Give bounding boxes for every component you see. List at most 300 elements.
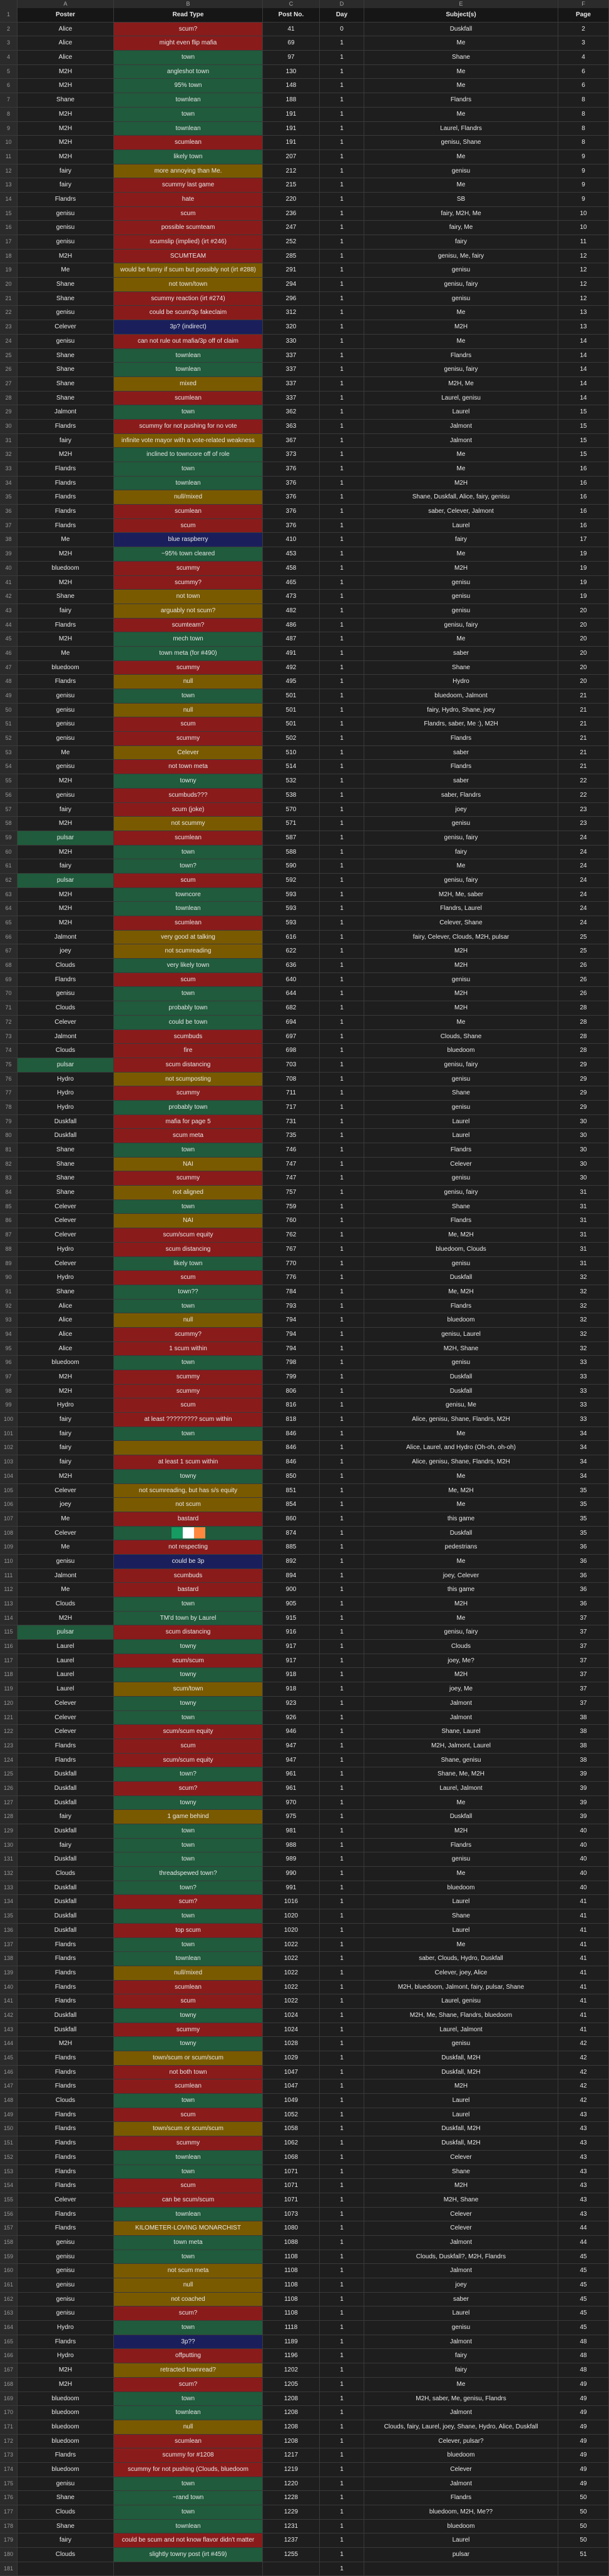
cell-page[interactable]: 45 xyxy=(558,2250,609,2264)
cell-read-type[interactable]: at least 1 scum within xyxy=(114,1455,263,1469)
cell-post-no[interactable]: 1208 xyxy=(263,2435,320,2448)
cell-day[interactable]: 1 xyxy=(320,2094,364,2108)
cell-read-type[interactable]: could be scum and not know flavor didn't matter xyxy=(114,2533,263,2547)
cell-post-no[interactable]: 373 xyxy=(263,448,320,462)
cell-subjects[interactable]: Clouds, Duskfall?, M2H, Flandrs xyxy=(364,2250,558,2264)
row-number[interactable]: 137 xyxy=(0,1938,18,1952)
cell-subjects[interactable]: Jalmont xyxy=(364,2264,558,2278)
cell-post-no[interactable]: 885 xyxy=(263,1540,320,1554)
cell-page[interactable]: 36 xyxy=(558,1555,609,1568)
row-number[interactable]: 181 xyxy=(0,2562,18,2576)
cell-subjects[interactable]: saber, Clouds, Hydro, Duskfall xyxy=(364,1952,558,1966)
row-number[interactable]: 17 xyxy=(0,235,18,249)
cell-read-type[interactable]: 3p?? xyxy=(114,2335,263,2349)
row-number[interactable]: 70 xyxy=(0,987,18,1001)
cell-page[interactable]: 37 xyxy=(558,1682,609,1696)
cell-day[interactable]: 1 xyxy=(320,1881,364,1895)
cell-post-no[interactable]: 501 xyxy=(263,689,320,703)
cell-day[interactable]: 1 xyxy=(320,51,364,64)
cell-day[interactable]: 1 xyxy=(320,207,364,221)
row-number[interactable]: 150 xyxy=(0,2122,18,2136)
row-number[interactable]: 90 xyxy=(0,1271,18,1285)
cell-day[interactable]: 1 xyxy=(320,377,364,391)
cell-poster[interactable]: Flandrs xyxy=(18,2066,114,2079)
row-number[interactable]: 94 xyxy=(0,1328,18,1341)
cell-poster[interactable]: fairy xyxy=(18,1810,114,1824)
cell-read-type[interactable]: town xyxy=(114,1938,263,1952)
cell-page[interactable]: 41 xyxy=(558,1924,609,1937)
cell-subjects[interactable]: joey, Me? xyxy=(364,1654,558,1668)
cell-post-no[interactable]: 1020 xyxy=(263,1924,320,1937)
cell-subjects[interactable]: Jalmont xyxy=(364,420,558,433)
cell-page[interactable]: 8 xyxy=(558,108,609,121)
cell-poster[interactable]: Clouds xyxy=(18,959,114,972)
cell-poster[interactable]: genisu xyxy=(18,306,114,320)
cell-page[interactable]: 41 xyxy=(558,2009,609,2023)
cell-post-no[interactable]: 1047 xyxy=(263,2079,320,2093)
cell-subjects[interactable]: pulsar xyxy=(364,2548,558,2562)
cell-day[interactable]: 1 xyxy=(320,803,364,817)
cell-subjects[interactable]: Me xyxy=(364,335,558,348)
cell-page[interactable]: 41 xyxy=(558,1994,609,2008)
cell-poster[interactable]: genisu xyxy=(18,704,114,717)
cell-day[interactable]: 1 xyxy=(320,1342,364,1356)
cell-poster[interactable]: Duskfall xyxy=(18,1782,114,1796)
cell-poster[interactable]: Jalmont xyxy=(18,1569,114,1583)
cell-day[interactable]: 1 xyxy=(320,477,364,490)
cell-poster[interactable]: fairy xyxy=(18,1441,114,1455)
row-number[interactable]: 73 xyxy=(0,1030,18,1044)
cell-read-type[interactable]: not coached xyxy=(114,2293,263,2306)
cell-poster[interactable]: Alice xyxy=(18,1328,114,1341)
row-number[interactable]: 151 xyxy=(0,2136,18,2150)
cell-poster[interactable]: Duskfall xyxy=(18,1895,114,1909)
cell-subjects[interactable]: Me xyxy=(364,1498,558,1512)
cell-subjects[interactable]: genisu, fairy xyxy=(364,1625,558,1639)
cell-subjects[interactable]: fairy xyxy=(364,2363,558,2377)
cell-subjects[interactable]: Clouds xyxy=(364,1640,558,1654)
cell-day[interactable]: 1 xyxy=(320,1569,364,1583)
cell-day[interactable]: 1 xyxy=(320,1512,364,1526)
cell-read-type[interactable]: bastard xyxy=(114,1583,263,1597)
row-number[interactable]: 107 xyxy=(0,1512,18,1526)
cell-read-type[interactable]: ~rand town xyxy=(114,2491,263,2505)
cell-poster[interactable]: genisu xyxy=(18,760,114,774)
row-number[interactable]: 164 xyxy=(0,2321,18,2335)
cell-subjects[interactable]: genisu xyxy=(364,1073,558,1086)
cell-day[interactable]: 1 xyxy=(320,2179,364,2193)
cell-read-type[interactable]: KILOMETER-LOVING MONARCHIST xyxy=(114,2221,263,2235)
column-letter-b[interactable]: B xyxy=(114,0,263,8)
cell-poster[interactable]: Me xyxy=(18,1583,114,1597)
cell-day[interactable]: 1 xyxy=(320,1143,364,1157)
cell-day[interactable]: 1 xyxy=(320,2151,364,2164)
row-number[interactable]: 56 xyxy=(0,789,18,802)
row-number[interactable]: 15 xyxy=(0,207,18,221)
cell-day[interactable]: 1 xyxy=(320,2420,364,2434)
cell-post-no[interactable]: 846 xyxy=(263,1427,320,1441)
cell-read-type[interactable]: scummy? xyxy=(114,576,263,590)
row-number[interactable]: 169 xyxy=(0,2392,18,2406)
row-number[interactable]: 23 xyxy=(0,320,18,334)
cell-subjects[interactable]: fairy xyxy=(364,2349,558,2363)
cell-poster[interactable] xyxy=(18,2562,114,2576)
cell-subjects[interactable]: Celever xyxy=(364,2463,558,2477)
cell-subjects[interactable]: Alice, genisu, Shane, Flandrs, M2H xyxy=(364,1455,558,1469)
cell-post-no[interactable]: 776 xyxy=(263,1271,320,1285)
cell-day[interactable]: 1 xyxy=(320,1427,364,1441)
cell-page[interactable]: 26 xyxy=(558,987,609,1001)
cell-read-type[interactable]: scumlean xyxy=(114,1981,263,1994)
cell-post-no[interactable]: 640 xyxy=(263,973,320,987)
cell-subjects[interactable]: genisu xyxy=(364,164,558,178)
cell-day[interactable]: 1 xyxy=(320,2079,364,2093)
cell-subjects[interactable]: Shane xyxy=(364,1086,558,1100)
cell-post-no[interactable]: 762 xyxy=(263,1228,320,1242)
cell-day[interactable]: 1 xyxy=(320,2221,364,2235)
cell-read-type[interactable]: scummy for not pushing for no vote xyxy=(114,420,263,433)
cell-day[interactable]: 1 xyxy=(320,1924,364,1937)
cell-subjects[interactable]: genisu xyxy=(364,1852,558,1866)
cell-post-no[interactable]: 860 xyxy=(263,1512,320,1526)
cell-day[interactable]: 1 xyxy=(320,2335,364,2349)
cell-page[interactable]: 41 xyxy=(558,1966,609,1980)
cell-read-type[interactable]: towny xyxy=(114,1470,263,1483)
row-number[interactable]: 155 xyxy=(0,2193,18,2207)
cell-page[interactable]: 32 xyxy=(558,1300,609,1313)
row-number[interactable]: 77 xyxy=(0,1086,18,1100)
cell-subjects[interactable]: Me xyxy=(364,36,558,50)
cell-subjects[interactable]: genisu xyxy=(364,1356,558,1370)
row-number[interactable]: 18 xyxy=(0,250,18,263)
cell-post-no[interactable]: 616 xyxy=(263,931,320,944)
cell-subjects[interactable]: M2H xyxy=(364,1824,558,1838)
cell-day[interactable]: 1 xyxy=(320,1484,364,1498)
cell-read-type[interactable]: likely town xyxy=(114,1257,263,1271)
cell-post-no[interactable]: 747 xyxy=(263,1171,320,1185)
row-number[interactable]: 143 xyxy=(0,2023,18,2037)
row-number[interactable]: 71 xyxy=(0,1001,18,1015)
row-number[interactable]: 158 xyxy=(0,2236,18,2250)
cell-page[interactable]: 19 xyxy=(558,590,609,604)
row-number[interactable]: 167 xyxy=(0,2363,18,2377)
cell-day[interactable]: 1 xyxy=(320,1796,364,1810)
cell-post-no[interactable]: 492 xyxy=(263,661,320,675)
cell-subjects[interactable]: Duskfall, M2H xyxy=(364,2051,558,2065)
cell-poster[interactable]: Flandrs xyxy=(18,2079,114,2093)
cell-post-no[interactable]: 1049 xyxy=(263,2094,320,2108)
cell-subjects[interactable]: Me xyxy=(364,178,558,192)
row-number[interactable]: 117 xyxy=(0,1654,18,1668)
cell-post-no[interactable]: 337 xyxy=(263,363,320,376)
cell-poster[interactable]: M2H xyxy=(18,2378,114,2392)
cell-poster[interactable]: genisu xyxy=(18,221,114,235)
cell-page[interactable]: 20 xyxy=(558,675,609,689)
row-number[interactable]: 147 xyxy=(0,2079,18,2093)
cell-post-no[interactable]: 320 xyxy=(263,320,320,334)
row-number[interactable]: 101 xyxy=(0,1427,18,1441)
cell-poster[interactable]: Flandrs xyxy=(18,2208,114,2221)
row-number[interactable]: 55 xyxy=(0,774,18,788)
cell-poster[interactable]: Celever xyxy=(18,1200,114,1214)
cell-read-type[interactable]: town xyxy=(114,987,263,1001)
cell-subjects[interactable]: Me xyxy=(364,462,558,476)
header-page[interactable]: Page xyxy=(558,8,609,22)
cell-page[interactable]: 43 xyxy=(558,2193,609,2207)
cell-page[interactable]: 20 xyxy=(558,619,609,632)
cell-subjects[interactable]: Shane xyxy=(364,51,558,64)
cell-page[interactable]: 10 xyxy=(558,221,609,235)
cell-page[interactable]: 16 xyxy=(558,477,609,490)
cell-post-no[interactable]: 854 xyxy=(263,1498,320,1512)
row-number[interactable]: 33 xyxy=(0,462,18,476)
cell-page[interactable]: 36 xyxy=(558,1597,609,1611)
cell-day[interactable]: 1 xyxy=(320,2278,364,2292)
cell-page[interactable]: 45 xyxy=(558,2278,609,2292)
cell-subjects[interactable]: saber xyxy=(364,774,558,788)
row-number[interactable]: 81 xyxy=(0,1143,18,1157)
cell-read-type[interactable]: null xyxy=(114,2420,263,2434)
row-number[interactable]: 114 xyxy=(0,1612,18,1625)
cell-poster[interactable]: pulsar xyxy=(18,831,114,845)
cell-page[interactable]: 8 xyxy=(558,122,609,136)
row-number[interactable]: 96 xyxy=(0,1356,18,1370)
row-number[interactable]: 75 xyxy=(0,1058,18,1072)
row-number[interactable]: 66 xyxy=(0,931,18,944)
row-number[interactable]: 68 xyxy=(0,959,18,972)
cell-day[interactable]: 1 xyxy=(320,1200,364,1214)
cell-post-no[interactable]: 747 xyxy=(263,1158,320,1171)
cell-subjects[interactable]: M2H xyxy=(364,987,558,1001)
cell-day[interactable]: 1 xyxy=(320,817,364,831)
cell-day[interactable]: 1 xyxy=(320,1625,364,1639)
cell-page[interactable]: 40 xyxy=(558,1839,609,1852)
cell-poster[interactable]: Flandrs xyxy=(18,2122,114,2136)
cell-day[interactable]: 1 xyxy=(320,987,364,1001)
cell-subjects[interactable]: bluedoom xyxy=(364,1881,558,1895)
cell-read-type[interactable]: 3p? (indirect) xyxy=(114,320,263,334)
row-number[interactable]: 43 xyxy=(0,604,18,618)
cell-subjects[interactable]: Flandrs, Laurel xyxy=(364,902,558,916)
cell-poster[interactable]: Laurel xyxy=(18,1668,114,1682)
cell-day[interactable]: 1 xyxy=(320,647,364,660)
cell-poster[interactable]: Flandrs xyxy=(18,2108,114,2122)
cell-subjects[interactable]: fairy, M2H, Me xyxy=(364,207,558,221)
row-number[interactable]: 168 xyxy=(0,2378,18,2392)
cell-read-type[interactable]: scum xyxy=(114,2179,263,2193)
cell-poster[interactable]: Celever xyxy=(18,1711,114,1725)
cell-poster[interactable]: fairy xyxy=(18,859,114,873)
cell-poster[interactable]: Clouds xyxy=(18,1597,114,1611)
cell-subjects[interactable]: Celever xyxy=(364,2221,558,2235)
cell-day[interactable]: 1 xyxy=(320,391,364,405)
cell-post-no[interactable]: 247 xyxy=(263,221,320,235)
cell-post-no[interactable]: 1071 xyxy=(263,2193,320,2207)
cell-post-no[interactable]: 510 xyxy=(263,746,320,760)
row-number[interactable]: 28 xyxy=(0,391,18,405)
cell-poster[interactable]: Flandrs xyxy=(18,519,114,533)
cell-read-type[interactable]: scummy xyxy=(114,2023,263,2037)
cell-read-type[interactable]: slightly towny post (irt #459) xyxy=(114,2548,263,2562)
cell-page[interactable]: 34 xyxy=(558,1455,609,1469)
row-number[interactable]: 103 xyxy=(0,1455,18,1469)
cell-poster[interactable]: Jalmont xyxy=(18,405,114,419)
cell-poster[interactable]: Celever xyxy=(18,2193,114,2207)
cell-read-type[interactable]: scum/scum equity xyxy=(114,1725,263,1739)
cell-day[interactable]: 1 xyxy=(320,1455,364,1469)
cell-read-type[interactable]: retracted townread? xyxy=(114,2363,263,2377)
cell-page[interactable]: 49 xyxy=(558,2463,609,2477)
row-number[interactable]: 93 xyxy=(0,1313,18,1327)
row-number[interactable]: 108 xyxy=(0,1527,18,1540)
cell-read-type[interactable]: town? xyxy=(114,1767,263,1781)
cell-read-type[interactable]: null xyxy=(114,1313,263,1327)
cell-subjects[interactable]: Laurel xyxy=(364,2094,558,2108)
cell-read-type[interactable]: towny xyxy=(114,1796,263,1810)
cell-poster[interactable]: pulsar xyxy=(18,1625,114,1639)
cell-post-no[interactable]: 294 xyxy=(263,278,320,291)
cell-page[interactable]: 43 xyxy=(558,2151,609,2164)
cell-subjects[interactable]: Duskfall, M2H xyxy=(364,2066,558,2079)
cell-poster[interactable]: Flandrs xyxy=(18,2165,114,2179)
row-number[interactable]: 3 xyxy=(0,36,18,50)
cell-post-no[interactable]: 794 xyxy=(263,1342,320,1356)
cell-subjects[interactable]: Me xyxy=(364,1427,558,1441)
cell-read-type[interactable]: town xyxy=(114,108,263,121)
cell-post-no[interactable]: 916 xyxy=(263,1625,320,1639)
cell-read-type[interactable]: scummy for not pushing (Clouds, bluedoom xyxy=(114,2463,263,2477)
cell-post-no[interactable]: 799 xyxy=(263,1370,320,1384)
cell-read-type[interactable]: 95% town xyxy=(114,79,263,93)
cell-post-no[interactable]: 1108 xyxy=(263,2264,320,2278)
cell-day[interactable]: 1 xyxy=(320,1101,364,1114)
cell-read-type[interactable]: scum? xyxy=(114,2378,263,2392)
row-number[interactable]: 170 xyxy=(0,2406,18,2420)
cell-subjects[interactable]: Flandrs xyxy=(364,732,558,745)
cell-poster[interactable]: M2H xyxy=(18,846,114,859)
cell-subjects[interactable]: Flandrs xyxy=(364,349,558,363)
cell-post-no[interactable]: 337 xyxy=(263,377,320,391)
cell-page[interactable]: 33 xyxy=(558,1398,609,1412)
cell-subjects[interactable]: Celever xyxy=(364,2208,558,2221)
cell-subjects[interactable]: Me, M2H xyxy=(364,1484,558,1498)
cell-page[interactable]: 49 xyxy=(558,2477,609,2491)
cell-page[interactable]: 40 xyxy=(558,1824,609,1838)
cell-day[interactable]: 0 xyxy=(320,23,364,36)
cell-page[interactable]: 36 xyxy=(558,1540,609,1554)
cell-post-no[interactable]: 1024 xyxy=(263,2023,320,2037)
cell-subjects[interactable]: M2H, saber, Me, genisu, Flandrs xyxy=(364,2392,558,2406)
cell-day[interactable]: 1 xyxy=(320,36,364,50)
cell-subjects[interactable]: M2H xyxy=(364,1597,558,1611)
cell-poster[interactable]: Clouds xyxy=(18,2505,114,2519)
cell-post-no[interactable]: 465 xyxy=(263,576,320,590)
cell-post-no[interactable]: 191 xyxy=(263,108,320,121)
cell-page[interactable]: 49 xyxy=(558,2406,609,2420)
column-letter-d[interactable]: D xyxy=(320,0,364,8)
cell-post-no[interactable]: 1088 xyxy=(263,2236,320,2250)
cell-page[interactable]: 48 xyxy=(558,2335,609,2349)
row-number[interactable]: 95 xyxy=(0,1342,18,1356)
cell-page[interactable]: 43 xyxy=(558,2136,609,2150)
cell-poster[interactable]: Alice xyxy=(18,51,114,64)
cell-day[interactable]: 1 xyxy=(320,108,364,121)
row-number[interactable]: 53 xyxy=(0,746,18,760)
column-letter-e[interactable]: E xyxy=(364,0,558,8)
cell-post-no[interactable]: 717 xyxy=(263,1101,320,1114)
cell-post-no[interactable]: 337 xyxy=(263,349,320,363)
row-number[interactable]: 32 xyxy=(0,448,18,462)
cell-subjects[interactable]: Laurel xyxy=(364,2306,558,2320)
cell-poster[interactable]: M2H xyxy=(18,547,114,561)
cell-page[interactable]: 29 xyxy=(558,1073,609,1086)
cell-post-no[interactable]: 1071 xyxy=(263,2179,320,2193)
cell-page[interactable]: 16 xyxy=(558,462,609,476)
cell-subjects[interactable]: Me, M2H xyxy=(364,1228,558,1242)
cell-post-no[interactable]: 502 xyxy=(263,732,320,745)
cell-subjects[interactable]: genisu, fairy xyxy=(364,874,558,887)
cell-poster[interactable]: fairy xyxy=(18,2533,114,2547)
row-number[interactable]: 134 xyxy=(0,1895,18,1909)
cell-subjects[interactable]: Me xyxy=(364,108,558,121)
cell-day[interactable]: 1 xyxy=(320,2037,364,2051)
cell-day[interactable]: 1 xyxy=(320,434,364,448)
cell-read-type[interactable]: town xyxy=(114,2477,263,2491)
cell-day[interactable]: 1 xyxy=(320,1952,364,1966)
cell-day[interactable]: 1 xyxy=(320,1030,364,1044)
cell-read-type[interactable]: null/mixed xyxy=(114,1966,263,1980)
cell-page[interactable]: 31 xyxy=(558,1214,609,1228)
row-number[interactable]: 157 xyxy=(0,2221,18,2235)
cell-page[interactable]: 31 xyxy=(558,1228,609,1242)
cell-day[interactable]: 1 xyxy=(320,1895,364,1909)
cell-read-type[interactable]: scummy xyxy=(114,1171,263,1185)
row-number[interactable]: 166 xyxy=(0,2349,18,2363)
cell-subjects[interactable]: Duskfall, M2H xyxy=(364,2122,558,2136)
row-number[interactable]: 39 xyxy=(0,547,18,561)
cell-read-type[interactable]: town xyxy=(114,1711,263,1725)
cell-read-type[interactable]: scumlean xyxy=(114,2079,263,2093)
cell-page[interactable]: 33 xyxy=(558,1356,609,1370)
cell-post-no[interactable]: 1071 xyxy=(263,2165,320,2179)
cell-poster[interactable]: fairy xyxy=(18,803,114,817)
cell-page[interactable]: 37 xyxy=(558,1654,609,1668)
cell-read-type[interactable]: arguably not scum? xyxy=(114,604,263,618)
cell-poster[interactable]: Celever xyxy=(18,1725,114,1739)
cell-page[interactable]: 32 xyxy=(558,1285,609,1299)
cell-read-type[interactable]: offputting xyxy=(114,2349,263,2363)
cell-post-no[interactable]: 1231 xyxy=(263,2520,320,2533)
cell-day[interactable]: 1 xyxy=(320,1228,364,1242)
cell-read-type[interactable]: town xyxy=(114,2094,263,2108)
cell-day[interactable]: 1 xyxy=(320,2136,364,2150)
cell-page[interactable]: 48 xyxy=(558,2349,609,2363)
cell-subjects[interactable]: Laurel, Jalmont xyxy=(364,2023,558,2037)
cell-page[interactable]: 39 xyxy=(558,1782,609,1796)
cell-page[interactable]: 50 xyxy=(558,2505,609,2519)
cell-subjects[interactable]: genisu xyxy=(364,817,558,831)
row-number[interactable]: 89 xyxy=(0,1257,18,1271)
cell-post-no[interactable]: 1228 xyxy=(263,2491,320,2505)
cell-subjects[interactable]: M2H, Shane xyxy=(364,2193,558,2207)
cell-poster[interactable]: Shane xyxy=(18,2491,114,2505)
cell-subjects[interactable]: Laurel xyxy=(364,2533,558,2547)
cell-day[interactable]: 1 xyxy=(320,547,364,561)
column-letter-f[interactable]: F xyxy=(558,0,609,8)
cell-page[interactable]: 14 xyxy=(558,377,609,391)
cell-page[interactable]: 25 xyxy=(558,931,609,944)
cell-post-no[interactable]: 900 xyxy=(263,1583,320,1597)
